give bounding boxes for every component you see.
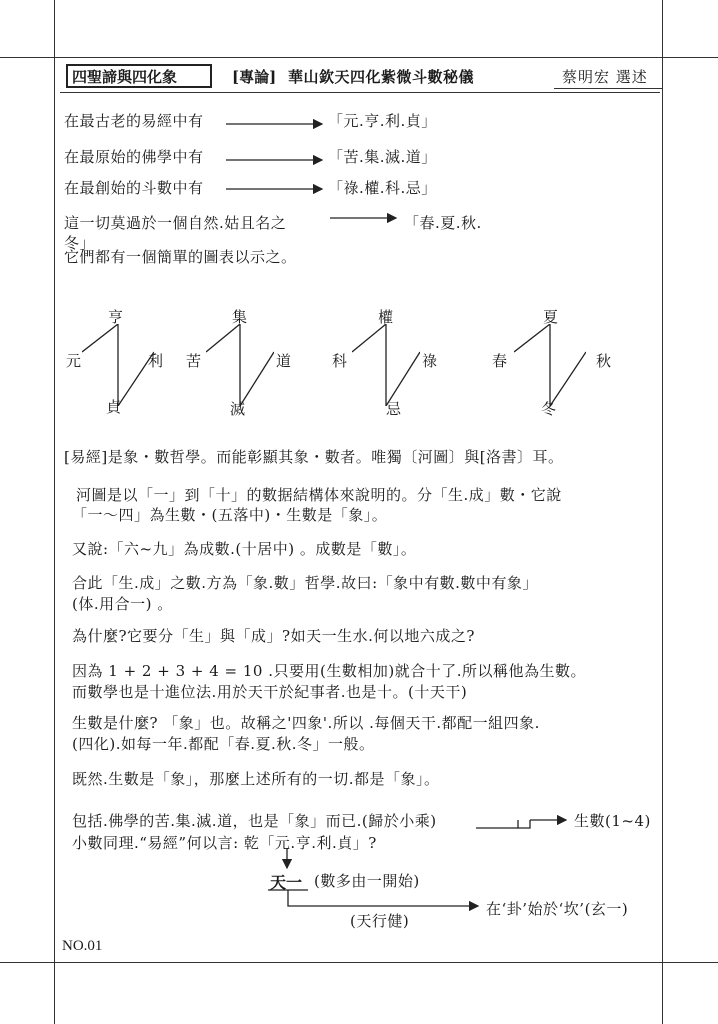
diagram-3-left: 科 [332, 352, 348, 370]
tianyi-label: 天一 [270, 873, 303, 892]
paragraph-question: 為什麼?它要分「生」與「成」?如天一生水.何以地六成之? [72, 627, 475, 645]
paragraph-hetu-2: 「一～四」為生數・(五落中)・生數是「象」。 [72, 506, 388, 524]
nature-left: 這一切莫過於一個自然.姑且名之 [64, 214, 287, 232]
shengshu-bracket [518, 820, 530, 828]
diagram-1-bottom: 貞 [106, 398, 122, 416]
paragraph-chengshu: 又說:「六~九」為成數.(十居中) 。成數是「數」。 [72, 540, 417, 558]
diagram-3-figure [352, 324, 420, 406]
tianxing-note: (天行健) [350, 912, 410, 930]
tianyi-note: (數多由一開始) [314, 872, 420, 890]
diagram-2-right: 道 [276, 352, 292, 370]
diagram-4-bottom: 冬 [541, 400, 557, 418]
paragraph-conclusion: 既然.生數是「象」，那麼上述所有的一切.都是「象」。 [72, 770, 440, 788]
intro-left-3: 在最創始的斗數中有 [64, 179, 204, 197]
nature-right: 「春.夏.秋. [404, 214, 482, 232]
paragraph-sum-2: 而數學也是十進位法.用於天干於紀事者.也是十。(十天干) [72, 683, 468, 701]
nature-wrap: 冬」 [64, 234, 96, 252]
diagram-3-bottom: 忌 [386, 400, 402, 418]
diagram-4-top: 夏 [543, 308, 559, 326]
paragraph-sixiang-2: (四化).如每一年.都配「春.夏.秋.冬」一般。 [72, 735, 375, 753]
intro-left-1: 在最古老的易經中有 [64, 112, 204, 130]
article-title: 華山欽天四化紫微斗數秘儀 [288, 68, 475, 86]
paragraph-sum-1: 因為 1 + 2 + 3 + 4 = 10 .只要用(生數相加)就合十了.所以稱他為生數。 [72, 662, 586, 680]
diagram-1-left: 元 [66, 352, 82, 370]
diagram-1-figure [82, 324, 154, 406]
intro-arrows [0, 0, 718, 300]
intro-left-2: 在最原始的佛學中有 [64, 148, 204, 166]
diagram-2-top: 集 [232, 308, 248, 326]
diagram-2-figure [206, 324, 274, 406]
gua-branch [288, 890, 478, 906]
diagram-1-top: 亨 [108, 308, 124, 326]
diagram-4-figure [514, 324, 586, 406]
paragraph-qian: 小數同理.“易經”何以言: 乾「元.亨.利.貞」? [72, 834, 377, 852]
diagram-1-right: 利 [148, 352, 164, 370]
diagram-4-left: 春 [492, 352, 508, 370]
shengshu-target: 生數(1~4) [574, 812, 651, 830]
paragraph-xiangshu-1: 合此「生.成」之數.方為「象.數」哲學.故曰:「象中有數.數中有象」 [72, 574, 538, 592]
page-number: NO.01 [62, 938, 103, 954]
paragraph-sixiang-1: 生數是什麼? 「象」也。故稱之'四象'.所以 .每個天干.都配一組四象. [72, 714, 540, 732]
intro-right-3: 「祿.權.科.忌」 [328, 179, 437, 197]
paragraph-yijing: [易經]是象・數哲學。而能彰顯其象・數者。唯獨〔河圖〕與[洛書〕耳。 [64, 448, 564, 466]
diagram-3-right: 祿 [422, 352, 438, 370]
margin-rule-bottom [0, 962, 718, 963]
diagram-2-bottom: 滅 [230, 400, 246, 418]
diagram-row [0, 300, 718, 430]
column-label: [專論] [232, 68, 277, 86]
intro-right-1: 「元.亨.利.貞」 [328, 112, 437, 130]
flow-arrows [0, 790, 718, 930]
paragraph-hetu-1: 河圖是以「一」到「十」的數据結構体來說明的。分「生.成」數・它說 [76, 486, 562, 504]
diagram-3-top: 權 [378, 308, 394, 326]
diagram-intro: 它們都有一個簡單的圖表以示之。 [64, 248, 297, 266]
diagram-2-left: 苦 [186, 352, 202, 370]
diagram-4-right: 秋 [596, 352, 612, 370]
gua-note: 在‘卦’始於‘坎’(玄一) [486, 900, 629, 918]
paragraph-xiangshu-2: (体.用合一) 。 [72, 595, 173, 613]
paragraph-buddhism: 包括.佛學的苦.集.滅.道，也是「象」而已.(歸於小乘) [72, 812, 437, 830]
author-byline: 蔡明宏 選述 [562, 68, 648, 86]
series-title: 四聖諦與四化象 [72, 68, 178, 86]
intro-right-2: 「苦.集.滅.道」 [328, 148, 437, 166]
